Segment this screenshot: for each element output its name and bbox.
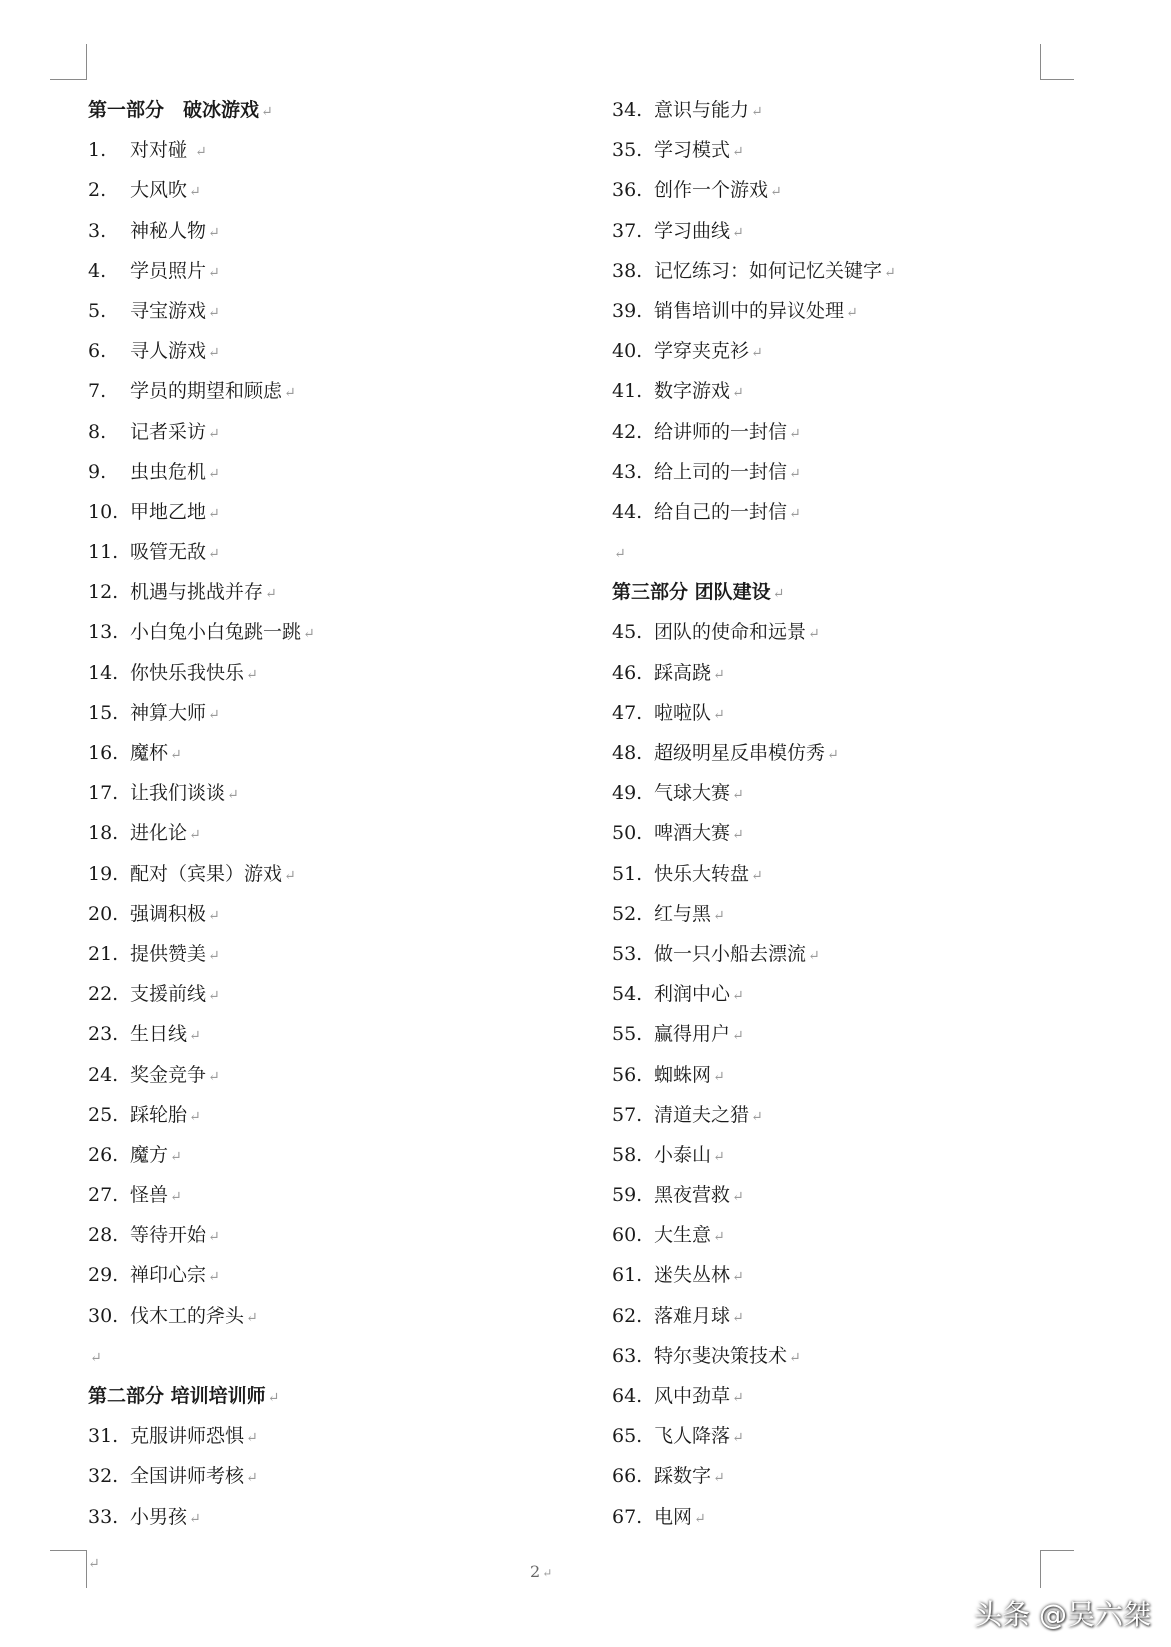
list-item-text: 气球大赛: [654, 782, 731, 805]
paragraph-mark: ↵: [751, 345, 763, 362]
list-item-text: 风中劲草: [654, 1385, 731, 1407]
paragraph-mark: ↵: [208, 224, 220, 241]
paragraph-mark: ↵: [208, 1068, 220, 1085]
paragraph-mark: ↵: [208, 907, 220, 924]
list-item-number: 15.: [88, 701, 119, 724]
list-item: [612, 170, 896, 210]
paragraph-mark: ↵: [789, 465, 801, 482]
crop-mark-top-right-v: [1040, 44, 1041, 80]
list-item-number: 19.: [88, 862, 119, 885]
list-item-number: 22.: [88, 983, 119, 1006]
list-item-text: 给上司的一封信: [654, 460, 788, 483]
list-item-text: 奖金竞争: [130, 1063, 207, 1086]
list-item: [612, 452, 896, 492]
paragraph-mark: ↵: [246, 666, 258, 683]
list-item-text: 配对（宾果）游戏: [130, 862, 283, 885]
paragraph-mark: ↵: [732, 1390, 744, 1406]
list-item-text: 提供赞美: [130, 942, 207, 965]
list-item-text: 甲地乙地: [130, 500, 207, 523]
paragraph-mark: ↵: [208, 988, 220, 1005]
list-item-number: 45.: [612, 621, 643, 644]
paragraph-mark: ↵: [732, 1189, 744, 1206]
paragraph-mark: ↵: [189, 1108, 201, 1125]
paragraph-mark: ↵: [170, 1189, 182, 1206]
list-item-text: 快乐大转盘: [654, 862, 750, 885]
list-item-text: 神算大师: [130, 701, 207, 724]
list-item: [612, 1416, 896, 1456]
paragraph-mark: ↵: [208, 1269, 220, 1286]
list-item: [88, 1456, 315, 1496]
list-item-number: 29.: [88, 1264, 119, 1287]
list-item-text: 特尔斐决策技术: [654, 1344, 788, 1367]
list-item-number: 39.: [612, 299, 643, 322]
list-item: [612, 1456, 896, 1496]
list-item: [612, 854, 896, 894]
section-heading: [88, 90, 315, 130]
paragraph-mark: ↵: [303, 626, 315, 643]
paragraph-mark: ↵: [208, 546, 220, 563]
list-item-text: 大风吹: [130, 179, 188, 202]
list-item: [88, 1416, 315, 1456]
list-item: [88, 492, 315, 532]
list-item-number: 52.: [612, 902, 643, 925]
paragraph-mark: ↵: [772, 586, 785, 603]
list-item-number: 25.: [88, 1103, 119, 1126]
list-item: [612, 1135, 896, 1175]
list-item-text: 学员的期望和顾虑: [130, 380, 283, 403]
list-item: [612, 211, 896, 251]
list-item-number: 51.: [612, 862, 643, 885]
list-item: [88, 452, 315, 492]
list-item-text: 学习曲线: [654, 219, 731, 242]
crop-mark-bottom-right-v: [1040, 1550, 1041, 1588]
list-item-number: 8.: [88, 420, 107, 443]
paragraph-mark: ↵: [170, 1148, 182, 1165]
list-item: [612, 1376, 896, 1416]
paragraph-mark: ↵: [732, 1309, 744, 1326]
list-item-text: 做一只小船去漂流: [654, 942, 807, 965]
paragraph-mark: ↵: [713, 706, 725, 723]
list-item-number: 47.: [612, 701, 643, 724]
list-item: [88, 612, 315, 652]
list-item-text: 神秘人物: [130, 219, 207, 242]
list-item-number: 9.: [88, 460, 107, 483]
list-item-text: 让我们谈谈: [130, 782, 226, 805]
paragraph-mark: ↵: [732, 144, 744, 161]
list-item-number: 61.: [612, 1264, 643, 1287]
list-item-text: 小泰山: [654, 1143, 712, 1166]
list-item-number: 13.: [88, 621, 119, 644]
list-item-text: 超级明星反串模仿秀: [654, 742, 826, 764]
list-item: [88, 371, 315, 411]
list-item-text: 克服讲师恐惧: [130, 1425, 245, 1448]
list-item-text: 学穿夹克衫: [654, 340, 750, 363]
list-item-text: 赢得用户: [654, 1023, 731, 1046]
paragraph-mark: ↵: [208, 304, 220, 321]
list-item: [612, 1215, 896, 1255]
list-item-number: 44.: [612, 500, 643, 523]
paragraph-mark: ↵: [751, 867, 763, 884]
list-item-number: 50.: [612, 822, 643, 845]
list-item-text: 吸管无敌: [130, 541, 207, 564]
list-item: [612, 412, 896, 452]
blank-paragraph: [612, 532, 896, 572]
paragraph-mark: ↵: [732, 787, 744, 804]
list-item-number: 62.: [612, 1304, 643, 1327]
list-item: [88, 412, 315, 452]
paragraph-mark: ↵: [208, 1229, 220, 1246]
list-item: [612, 492, 896, 532]
list-item-number: 30.: [88, 1304, 119, 1327]
list-item-text: 大生意: [654, 1224, 712, 1247]
paragraph-mark: ↵: [732, 224, 744, 241]
paragraph-mark: ↵: [732, 385, 744, 402]
list-item: [612, 1095, 896, 1135]
list-item-number: 42.: [612, 420, 643, 443]
list-item: [88, 773, 315, 813]
blank-paragraph: [88, 1336, 315, 1376]
list-item: [88, 211, 315, 251]
list-item: [612, 1255, 896, 1295]
list-item-text: 电网: [654, 1505, 693, 1528]
list-item-number: 36.: [612, 179, 643, 202]
list-item-number: 35.: [612, 139, 643, 162]
list-item: [612, 733, 896, 773]
list-item-number: 24.: [88, 1063, 119, 1086]
crop-mark-bottom-right-h: [1040, 1550, 1074, 1551]
list-item-text: 学习模式: [654, 139, 731, 162]
section-heading: [88, 1376, 315, 1416]
paragraph-mark: ↵: [208, 947, 220, 964]
list-item-text: 踩数字: [654, 1465, 712, 1488]
paragraph-mark: ↵: [732, 1430, 744, 1447]
list-item-number: 20.: [88, 902, 119, 925]
list-item-text: 团队的使命和远景: [654, 621, 807, 644]
list-item-text: 怪兽: [130, 1184, 169, 1207]
paragraph-mark: ↵: [246, 1309, 258, 1326]
paragraph-mark: ↵: [170, 747, 182, 763]
list-item: [88, 1497, 315, 1537]
paragraph-mark: ↵: [694, 1510, 706, 1527]
paragraph-mark: ↵: [90, 1349, 102, 1366]
section-heading: [612, 572, 896, 612]
list-item-number: 10.: [88, 500, 119, 523]
paragraph-mark: ↵: [789, 1349, 801, 1366]
right-column: [612, 90, 896, 1537]
list-item-number: 1.: [88, 139, 107, 162]
list-item-number: 16.: [88, 742, 119, 764]
paragraph-mark: ↵: [189, 184, 201, 201]
list-item-text: 意识与能力: [654, 99, 750, 121]
list-item: [88, 1255, 315, 1295]
list-item-text: 踩轮胎: [130, 1103, 188, 1126]
list-item-text: 给自己的一封信: [654, 500, 788, 523]
list-item-text: 等待开始: [130, 1224, 207, 1247]
list-item: [88, 733, 315, 773]
paragraph-mark: ↵: [246, 1470, 258, 1487]
list-item-text: 清道夫之猎: [654, 1103, 750, 1126]
paragraph-mark: ↵: [713, 1470, 725, 1487]
list-item-text: 啤酒大赛: [654, 822, 731, 845]
list-item-number: 21.: [88, 942, 119, 965]
paragraph-mark: ↵: [751, 1108, 763, 1125]
list-item-text: 飞人降落: [654, 1425, 731, 1448]
list-item: [88, 251, 315, 291]
list-item-text: 魔杯: [130, 742, 169, 764]
paragraph-mark: ↵: [261, 104, 273, 120]
paragraph-mark: ↵: [189, 827, 201, 844]
list-item: [88, 813, 315, 853]
list-item-text: 学员照片: [130, 259, 207, 282]
list-item: [88, 291, 315, 331]
list-item-number: 14.: [88, 661, 119, 684]
list-item-text: 对对碰: [130, 139, 194, 162]
list-item: [612, 1055, 896, 1095]
list-item-text: 强调积极: [130, 902, 207, 925]
paragraph-mark: ↵: [208, 425, 220, 442]
list-item-text: 创作一个游戏: [654, 179, 769, 202]
list-item-number: 5.: [88, 299, 107, 322]
list-item-number: 6.: [88, 340, 107, 363]
list-item-text: 寻人游戏: [130, 340, 207, 363]
list-item-number: 11.: [88, 541, 119, 564]
paragraph-mark: ↵: [713, 907, 725, 924]
paragraph-mark: ↵: [195, 144, 207, 161]
list-item: [612, 251, 896, 291]
list-item: [612, 1014, 896, 1054]
paragraph-mark: ↵: [732, 1028, 744, 1045]
list-item-number: 27.: [88, 1184, 119, 1207]
crop-mark-bottom-left-h: [50, 1550, 87, 1551]
list-item: [88, 532, 315, 572]
paragraph-mark: ↵: [713, 1229, 725, 1246]
list-item-text: 机遇与挑战并存: [130, 581, 264, 604]
list-item-number: 37.: [612, 219, 643, 242]
list-item-number: 28.: [88, 1224, 119, 1247]
paragraph-mark: ↵: [713, 666, 725, 683]
list-item-number: 43.: [612, 460, 643, 483]
list-item: [612, 90, 896, 130]
paragraph-mark: ↵: [713, 1148, 725, 1165]
list-item-number: 7.: [88, 380, 107, 403]
list-item: [612, 371, 896, 411]
paragraph-mark: ↵: [789, 505, 801, 522]
list-item-text: 你快乐我快乐: [130, 661, 245, 684]
left-column: [88, 90, 315, 1537]
list-item-number: 12.: [88, 581, 119, 604]
list-item-number: 2.: [88, 179, 107, 202]
list-item-text: 禅印心宗: [130, 1264, 207, 1287]
list-item-number: 41.: [612, 380, 643, 403]
list-item-text: 踩高跷: [654, 661, 712, 684]
footer-paragraph-mark: ↵: [88, 1556, 100, 1572]
list-item: [88, 1296, 315, 1336]
list-item: [88, 572, 315, 612]
paragraph-mark: ↵: [284, 385, 296, 402]
list-item: [88, 653, 315, 693]
list-item: [612, 693, 896, 733]
list-item: [612, 773, 896, 813]
list-item-text: 支援前线: [130, 983, 207, 1006]
paragraph-mark: ↵: [208, 505, 220, 522]
list-item-number: 48.: [612, 742, 643, 764]
list-item: [612, 894, 896, 934]
list-item-text: 数字游戏: [654, 380, 731, 403]
list-item-text: 给讲师的一封信: [654, 420, 788, 443]
list-item: [612, 1497, 896, 1537]
paragraph-mark: ↵: [732, 988, 744, 1005]
list-item-number: 57.: [612, 1103, 643, 1126]
paragraph-mark: ↵: [227, 787, 239, 804]
list-item-number: 46.: [612, 661, 643, 684]
list-item: [88, 130, 315, 170]
list-item-number: 63.: [612, 1344, 643, 1367]
paragraph-mark: ↵: [827, 747, 839, 763]
paragraph-mark: ↵: [808, 626, 820, 643]
paragraph-mark: ↵: [189, 1510, 201, 1527]
list-item: [88, 1095, 315, 1135]
list-item-text: 小白兔小白兔跳一跳: [130, 621, 302, 644]
list-item-number: 65.: [612, 1425, 643, 1448]
paragraph-mark: ↵: [189, 1028, 201, 1045]
list-item-text: 黑夜营救: [654, 1184, 731, 1207]
section-heading-text: 第二部分 培训培训师: [88, 1385, 266, 1407]
list-item-text: 落难月球: [654, 1304, 731, 1327]
list-item: [88, 1014, 315, 1054]
list-item-text: 啦啦队: [654, 701, 712, 724]
list-item-text: 记者采访: [130, 420, 207, 443]
list-item: [88, 693, 315, 733]
list-item: [88, 331, 315, 371]
paragraph-mark: ↵: [208, 465, 220, 482]
section-heading-text: 第一部分 破冰游戏: [88, 99, 260, 121]
paragraph-mark: ↵: [808, 947, 820, 964]
list-item-text: 生日线: [130, 1023, 188, 1046]
list-item-number: 33.: [88, 1505, 119, 1528]
watermark: 头条 @吴六桀: [974, 1598, 1151, 1631]
list-item-number: 54.: [612, 983, 643, 1006]
list-item: [88, 854, 315, 894]
list-item-number: 66.: [612, 1465, 643, 1488]
list-item-text: 蜘蛛网: [654, 1063, 712, 1086]
paragraph-mark: ↵: [542, 1566, 553, 1580]
list-item: [88, 894, 315, 934]
list-item-text: 记忆练习：如何记忆关键字: [654, 259, 883, 282]
list-item: [88, 1135, 315, 1175]
list-item: [612, 974, 896, 1014]
crop-mark-top-left-h: [50, 79, 87, 80]
list-item-number: 32.: [88, 1465, 119, 1488]
list-item-number: 17.: [88, 782, 119, 805]
list-item-number: 64.: [612, 1385, 643, 1407]
list-item: [612, 291, 896, 331]
list-item: [612, 813, 896, 853]
list-item-text: 虫虫危机: [130, 460, 207, 483]
list-item-text: 销售培训中的异议处理: [654, 299, 845, 322]
list-item-text: 全国讲师考核: [130, 1465, 245, 1488]
list-item-number: 59.: [612, 1184, 643, 1207]
list-item: [612, 612, 896, 652]
crop-mark-bottom-left-v: [86, 1550, 87, 1588]
list-item-text: 小男孩: [130, 1505, 188, 1528]
list-item: [88, 170, 315, 210]
list-item-number: 56.: [612, 1063, 643, 1086]
crop-mark-top-right-h: [1040, 79, 1074, 80]
list-item-number: 34.: [612, 99, 643, 121]
list-item-number: 18.: [88, 822, 119, 845]
list-item: [88, 1215, 315, 1255]
list-item-number: 40.: [612, 340, 643, 363]
paragraph-mark: ↵: [732, 1269, 744, 1286]
list-item-number: 26.: [88, 1143, 119, 1166]
list-item: [612, 1336, 896, 1376]
list-item-text: 红与黑: [654, 902, 712, 925]
list-item-text: 寻宝游戏: [130, 299, 207, 322]
list-item: [612, 331, 896, 371]
paragraph-mark: ↵: [884, 264, 896, 281]
list-item: [612, 130, 896, 170]
paragraph-mark: ↵: [846, 304, 858, 321]
list-item-text: 利润中心: [654, 983, 731, 1006]
list-item-text: 魔方: [130, 1143, 169, 1166]
list-item-text: 伐木工的斧头: [130, 1304, 245, 1327]
paragraph-mark: ↵: [751, 104, 763, 120]
list-item-number: 60.: [612, 1224, 643, 1247]
paragraph-mark: ↵: [770, 184, 782, 201]
list-item-number: 31.: [88, 1425, 119, 1448]
list-item: [88, 1175, 315, 1215]
list-item-number: 55.: [612, 1023, 643, 1046]
crop-mark-top-left-v: [86, 44, 87, 80]
paragraph-mark: ↵: [265, 586, 277, 603]
list-item-number: 3.: [88, 219, 107, 242]
list-item: [612, 934, 896, 974]
list-item: [612, 653, 896, 693]
list-item-number: 58.: [612, 1143, 643, 1166]
list-item-number: 38.: [612, 259, 643, 282]
list-item-number: 23.: [88, 1023, 119, 1046]
list-item: [88, 1055, 315, 1095]
list-item-text: 进化论: [130, 822, 188, 845]
list-item-number: 49.: [612, 782, 643, 805]
paragraph-mark: ↵: [208, 264, 220, 281]
paragraph-mark: ↵: [267, 1390, 280, 1406]
list-item-number: 4.: [88, 259, 107, 282]
paragraph-mark: ↵: [208, 345, 220, 362]
paragraph-mark: ↵: [713, 1068, 725, 1085]
list-item: [612, 1175, 896, 1215]
list-item: [88, 934, 315, 974]
paragraph-mark: ↵: [614, 546, 626, 563]
list-item-number: 53.: [612, 942, 643, 965]
paragraph-mark: ↵: [789, 425, 801, 442]
section-heading-text: 第三部分 团队建设: [612, 581, 771, 604]
list-item: [88, 974, 315, 1014]
paragraph-mark: ↵: [208, 706, 220, 723]
list-item: [612, 1296, 896, 1336]
paragraph-mark: ↵: [732, 827, 744, 844]
paragraph-mark: ↵: [246, 1430, 258, 1447]
paragraph-mark: ↵: [284, 867, 296, 884]
list-item-text: 迷失丛林: [654, 1264, 731, 1287]
page-number-value: 2: [530, 1562, 541, 1581]
list-item-number: 67.: [612, 1505, 643, 1528]
page-number: [530, 1562, 552, 1581]
